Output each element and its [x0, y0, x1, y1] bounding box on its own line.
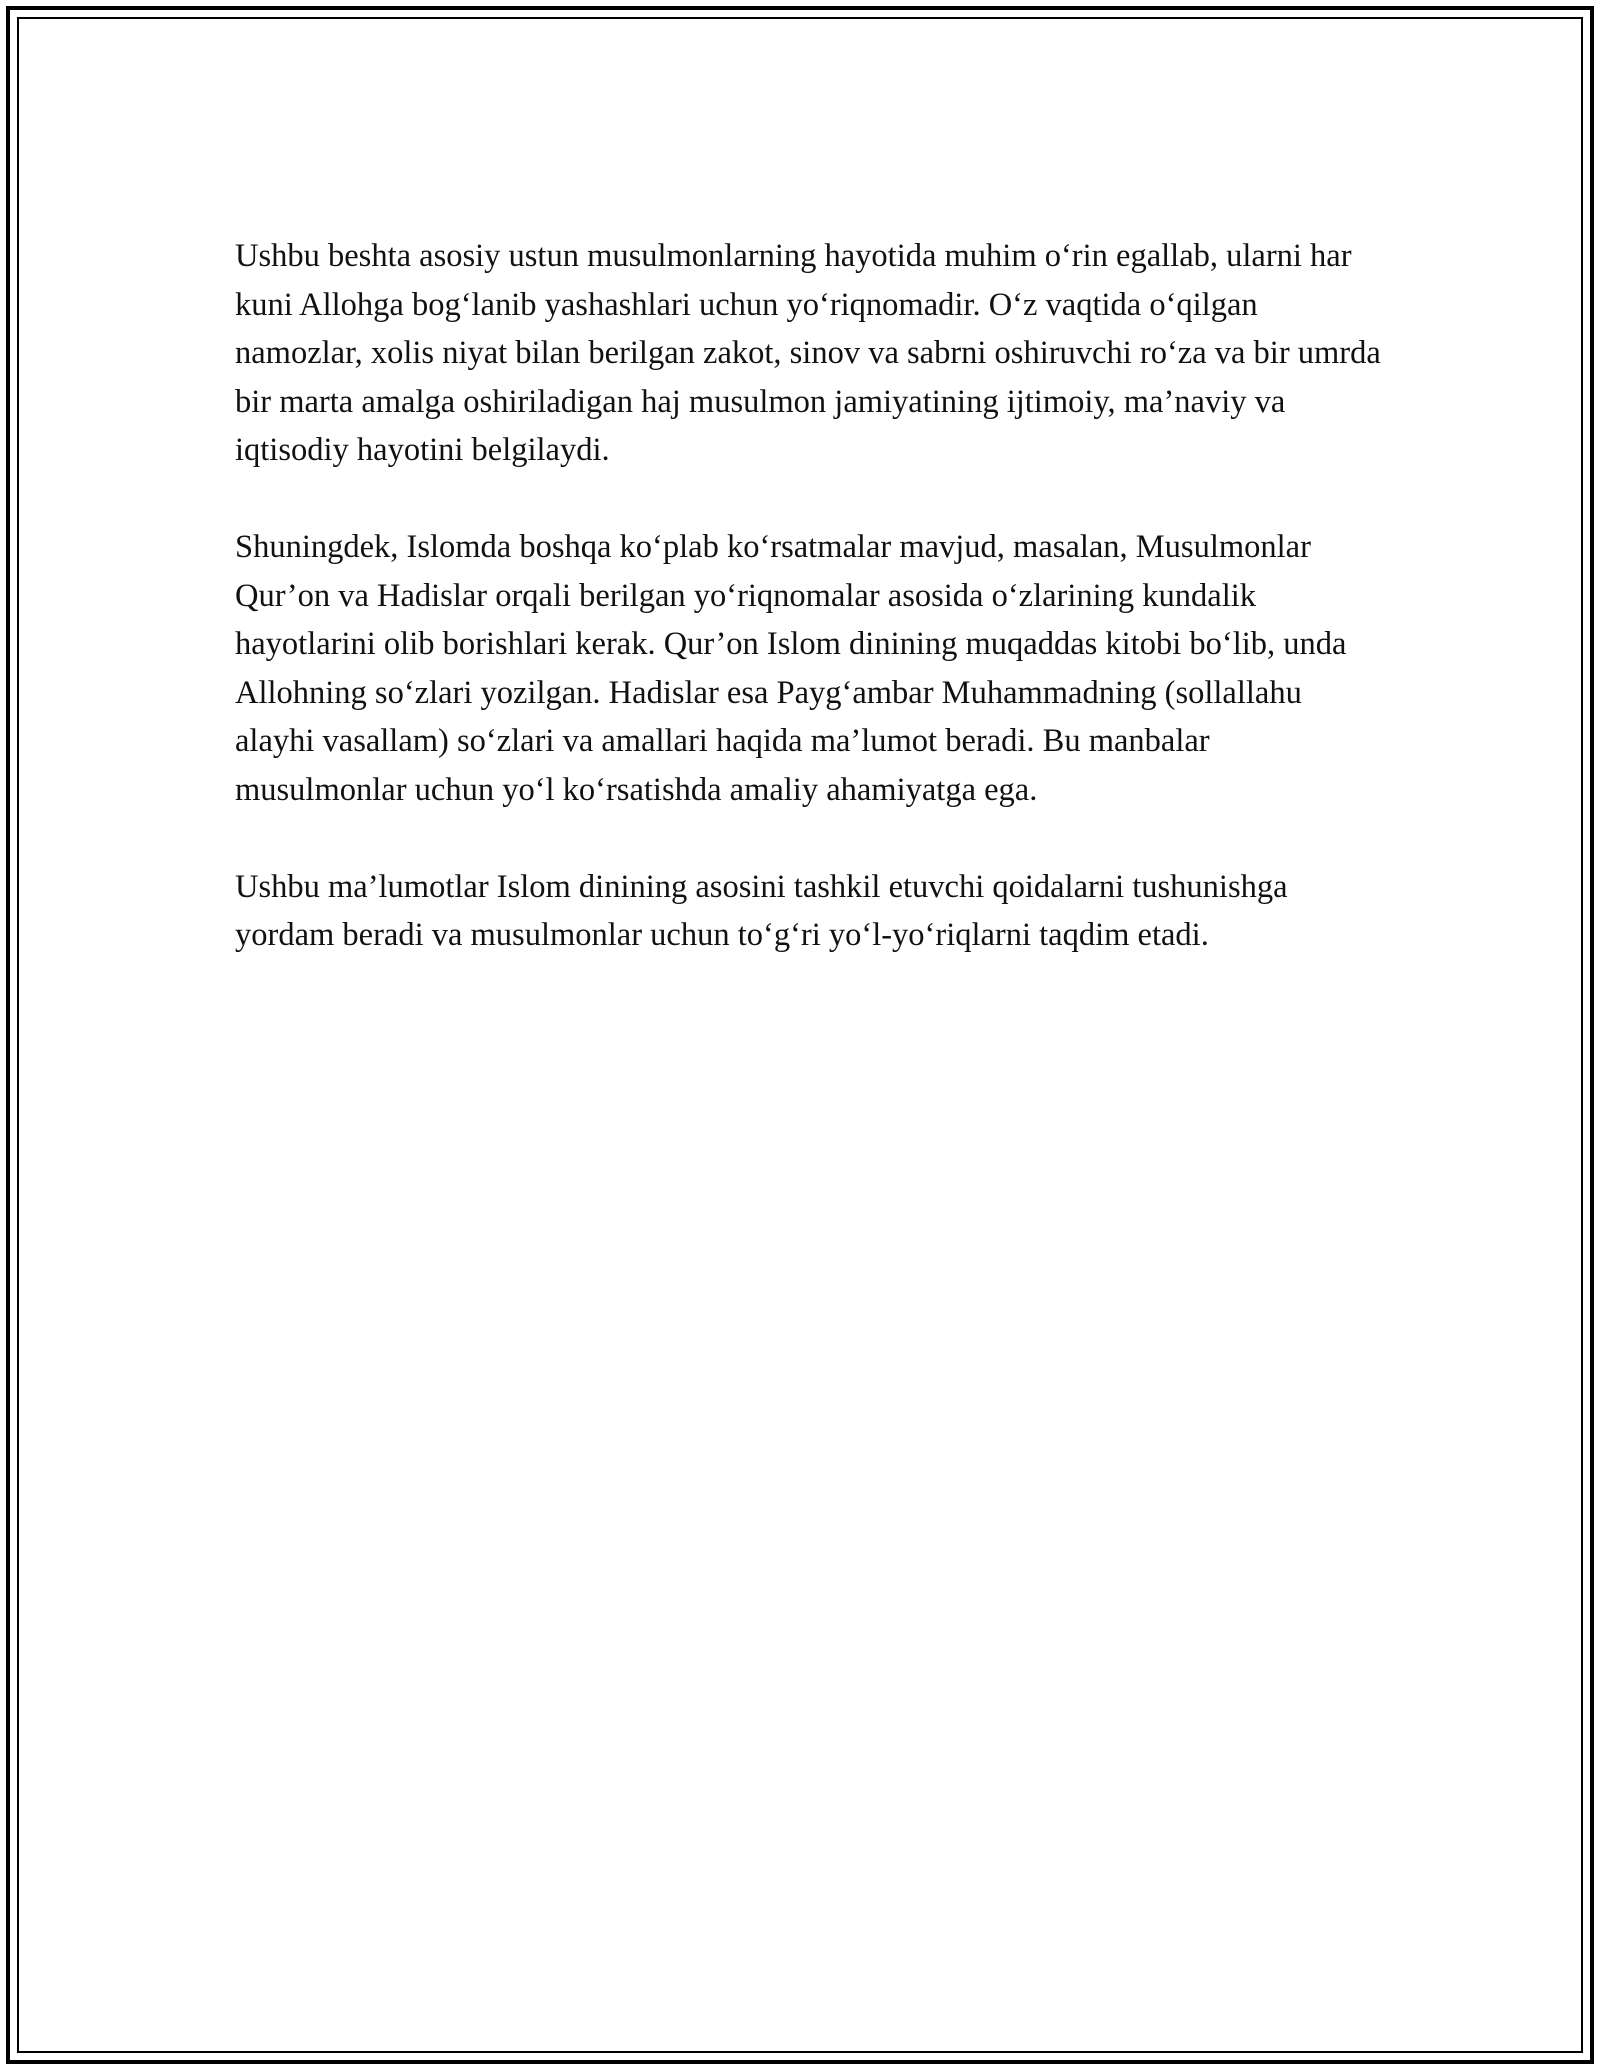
paragraph: Ushbu beshta asosiy ustun musulmonlarning hayotida muhim o‘rin egallab, ularni har kuni Allohga bog‘lanib yashashlari uchun yo‘riqnomadir. O‘z vaqtida o‘qilgan namozlar, xolis niyat bilan berilgan zakot, sinov va sabrni oshiruvchi ro‘za va bir umrda bir marta amalga oshiriladigan haj musulmon jamiyatining ijtimoiy, ma’naviy va iqtisodiy hayotini belgilaydi.	[235, 238, 1381, 468]
paragraph: Shuningdek, Islomda boshqa ko‘plab ko‘rsatmalar mavjud, masalan, Musulmonlar Qur’on va Hadislar orqali berilgan yo‘riqnomalar asosida o‘zlarining kundalik hayotlarini olib borishlari kerak. Qur’on Islom dinining muqaddas kitobi bo‘lib, unda Allohning so‘zlari yozilgan. Hadislar esa Payg‘ambar Muhammadning (sollallahu alayhi vasallam) so‘zlari va amallari haqida ma’lumot beradi. Bu manbalar musulmonlar uchun yo‘l ko‘rsatishda amaliy ahamiyatga ega.	[235, 529, 1347, 808]
paragraph: Ushbu ma’lumotlar Islom dinining asosini tashkil etuvchi qoidalarni tushunishga yordam beradi va musulmonlar uchun to‘g‘ri yo‘l-yo‘riqlarni taqdim etadi.	[235, 868, 1288, 953]
document-body	[235, 232, 1385, 1008]
